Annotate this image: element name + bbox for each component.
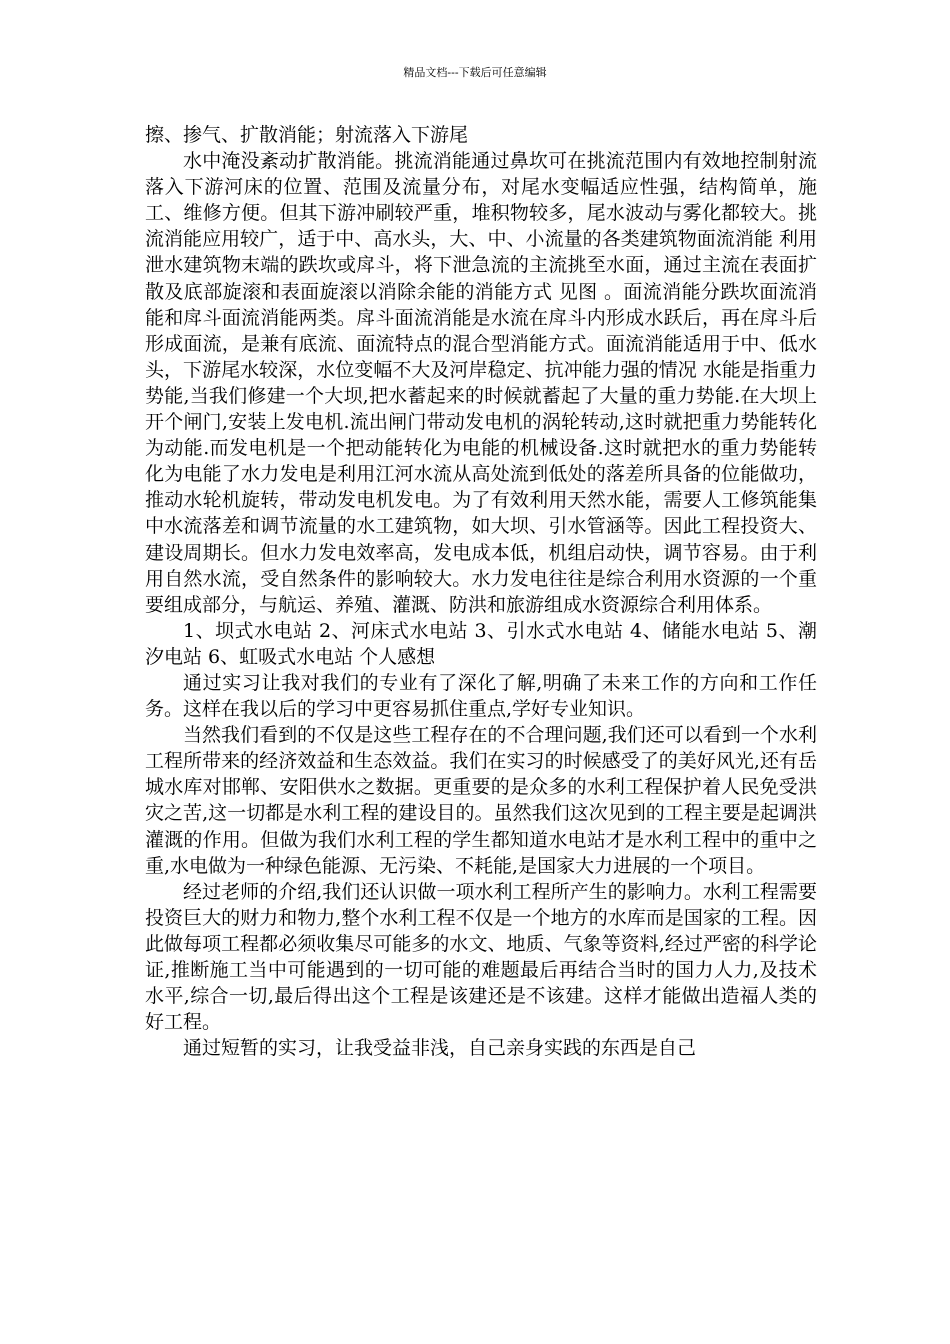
paragraph-7: 通过短暂的实习，让我受益非浅，自己亲身实践的东西是自己 xyxy=(183,1037,697,1060)
body-text xyxy=(145,122,817,1061)
paragraph-6: 经过老师的介绍,我们还认识做一项水利工程所产生的影响力。水利工程需要投资巨大的财力和物力,整个水利工程不仅是一个地方的水库而是国家的工程。因此做每项工程都必须收集尽可能多的水文、地质、气象等资料,经过严密的科学论证,推断施工当中可能遇到的一切可能的难题最后再结合当时的国力人力,及技术水平,综合一切,最后得出这个工程是该建还是不该建。这样才能做出造福人类的好工程。 xyxy=(145,880,817,1034)
page-header: 精品文档---下载后可任意编辑 xyxy=(403,66,547,79)
paragraph-3: 1、坝式水电站 2、河床式水电站 3、引水式水电站 4、储能水电站 5、潮汐电站 6、虹吸式水电站 个人感想 xyxy=(145,619,817,668)
paragraph-2: 水中淹没紊动扩散消能。挑流消能通过鼻坎可在挑流范围内有效地控制射流落入下游河床的位置、范围及流量分布，对尾水变幅适应性强，结构简单，施工、维修方便。但其下游冲刷较严重，堆积物较多，尾水波动与雾化都较大。挑流消能应用较广，适于中、高水头，大、中、小流量的各类建筑物面流消能 利用泄水建筑物末端的跌坎或戽斗，将下泄急流的主流挑至水面，通过主流在表面扩散及底部旋滚和表面旋滚以消除余能的消能方式 见图 。面流消能分跌坎面流消能和戽斗面流消能两类。戽斗面流消能是水流在戽斗内形成水跃后，再在戽斗后形成面流，是兼有底流、面流特点的混合型消能方式。面流消能适用于中、低水头，下游尾水较深，水位变幅不大及河岸稳定、抗冲能力强的情况 水能是指重力势能,当我们修建一个大坝,把水蓄起来的时候就蓄起了大量的重力势能.在大坝上开个闸门,安装上发电机.流出闸门带动发电机的涡轮转动,这时就把重力势能转化为动能.而发电机是一个把动能转化为电能的机械设备.这时就把水的重力势能转化为电能了水力发电是利用江河水流从高处流到低处的落差所具备的位能做功，推动水轮机旋转，带动发电机发电。为了有效利用天然水能，需要人工修筑能集中水流落差和调节流量的水工建筑物，如大坝、引水管涵等。因此工程投资大、建设周期长。但水力发电效率高，发电成本低，机组启动快，调节容易。由于利用自然水流，受自然条件的影响较大。水力发电往往是综合利用水资源的一个重要组成部分，与航运、养殖、灌溉、防洪和旅游组成水资源综合利用体系。 xyxy=(145,150,817,616)
paragraph-5: 当然我们看到的不仅是这些工程存在的不合理问题,我们还可以看到一个水利工程所带来的经济效益和生态效益。我们在实习的时候感受了的美好风光,还有岳城水库对邯郸、安阳供水之数据。更重要的是众多的水利工程保护着人民免受洪灾之苦,这一切都是水利工程的建设目的。虽然我们这次见到的工程主要是起调洪灌溉的作用。但做为我们水利工程的学生都知道水电站才是水利工程中的重中之重,水电做为一种绿色能源、无污染、不耗能,是国家大力进展的一个项目。 xyxy=(145,724,817,877)
paragraph-4: 通过实习让我对我们的专业有了深化了解,明确了未来工作的方向和工作任务。这样在我以后的学习中更容易抓住重点,学好专业知识。 xyxy=(145,671,817,721)
paragraph-1: 擦、掺气、扩散消能；射流落入下游尾 xyxy=(145,124,469,146)
